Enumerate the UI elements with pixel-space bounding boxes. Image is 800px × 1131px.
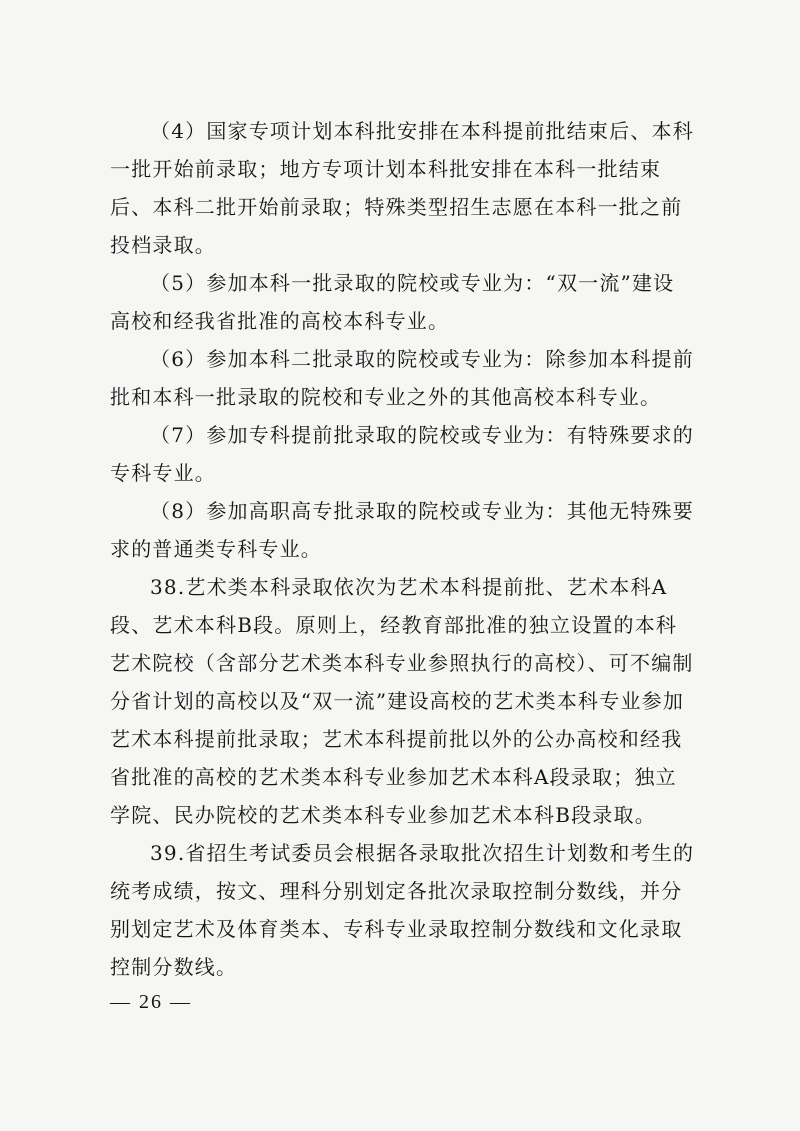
- paragraph-item-8: （8）参加高职高专批录取的院校或专业为：其他无特殊要求的普通类专科专业。: [110, 499, 694, 561]
- paragraph-item-4: （4）国家专项计划本科批安排在本科提前批结束后、本科一批开始前录取；地方专项计划本科批安排在本科一批结束后、本科二批开始前录取；特殊类型招生志愿在本科一批之前投档录取。: [110, 119, 694, 257]
- document-body: [110, 112, 695, 986]
- paragraph-article-38: 38.艺术类本科录取依次为艺术本科提前批、艺术本科A段、艺术本科B段。原则上，经教育部批准的独立设置的本科艺术院校（含部分艺术类本科专业参照执行的高校）、可不编制分省计划的高校以及“双一流”建设高校的艺术类本科专业参加艺术本科提前批录取；艺术本科提前批以外的公办高校和经我省批准的高校的艺术类本科专业参加艺术本科A段录取；独立学院、民办院校的艺术类本科专业参加艺术本科B段录取。: [110, 575, 694, 827]
- paragraph-item-6: （6）参加本科二批录取的院校或专业为：除参加本科提前批和本科一批录取的院校和专业之外的其他高校本科专业。: [110, 347, 694, 409]
- paragraph-item-7: （7）参加专科提前批录取的院校或专业为：有特殊要求的专科专业。: [110, 423, 694, 485]
- paragraph-article-39: 39.省招生考试委员会根据各录取批次招生计划数和考生的统考成绩，按文、理科分别划定各批次录取控制分数线，并分别划定艺术及体育类本、专科专业录取控制分数线和文化录取控制分数线。: [110, 841, 695, 979]
- page-number: — 26 —: [110, 991, 192, 1013]
- paragraph-item-5: （5）参加本科一批录取的院校或专业为：“双一流”建设高校和经我省批准的高校本科专业。: [110, 271, 675, 333]
